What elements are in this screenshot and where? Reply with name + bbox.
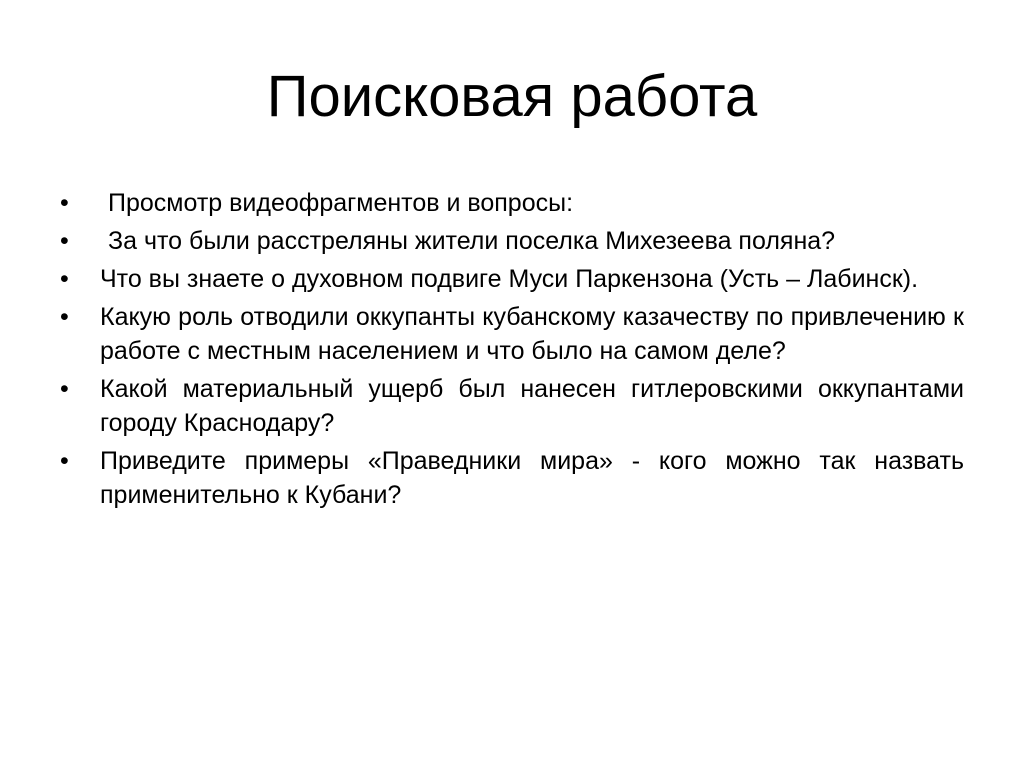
bullet-item xyxy=(60,444,964,512)
bullet-text: Что вы знаете о духовном подвиге Муси Паркензона (Усть – Лабинск). xyxy=(100,265,919,293)
bullet-item xyxy=(60,186,964,220)
bullet-text: Какой материальный ущерб был нанесен гитлеровскими оккупантами городу Краснодару? xyxy=(100,375,964,437)
bullet-icon: • xyxy=(60,227,69,255)
bullet-item xyxy=(60,300,964,368)
bullet-icon: • xyxy=(60,189,69,217)
bullet-text: Приведите примеры «Праведники мира» - кого можно так назвать применительно к Кубани? xyxy=(100,447,964,509)
bullet-list xyxy=(60,186,964,516)
slide-title: Поисковая работа xyxy=(266,64,758,129)
bullet-item xyxy=(60,224,964,258)
bullet-text: Какую роль отводили оккупанты кубанскому казачеству по привлечению к работе с местным населением и что было на самом деле? xyxy=(100,303,964,365)
bullet-item xyxy=(60,262,964,296)
bullet-icon: • xyxy=(60,447,69,475)
bullet-icon: • xyxy=(60,303,69,331)
bullet-text: Просмотр видеофрагментов и вопросы: xyxy=(108,189,574,217)
bullet-text: За что были расстреляны жители поселка Михезеева поляна? xyxy=(108,227,836,255)
bullet-icon: • xyxy=(60,265,69,293)
bullet-item xyxy=(60,372,964,440)
bullet-icon: • xyxy=(60,375,69,403)
